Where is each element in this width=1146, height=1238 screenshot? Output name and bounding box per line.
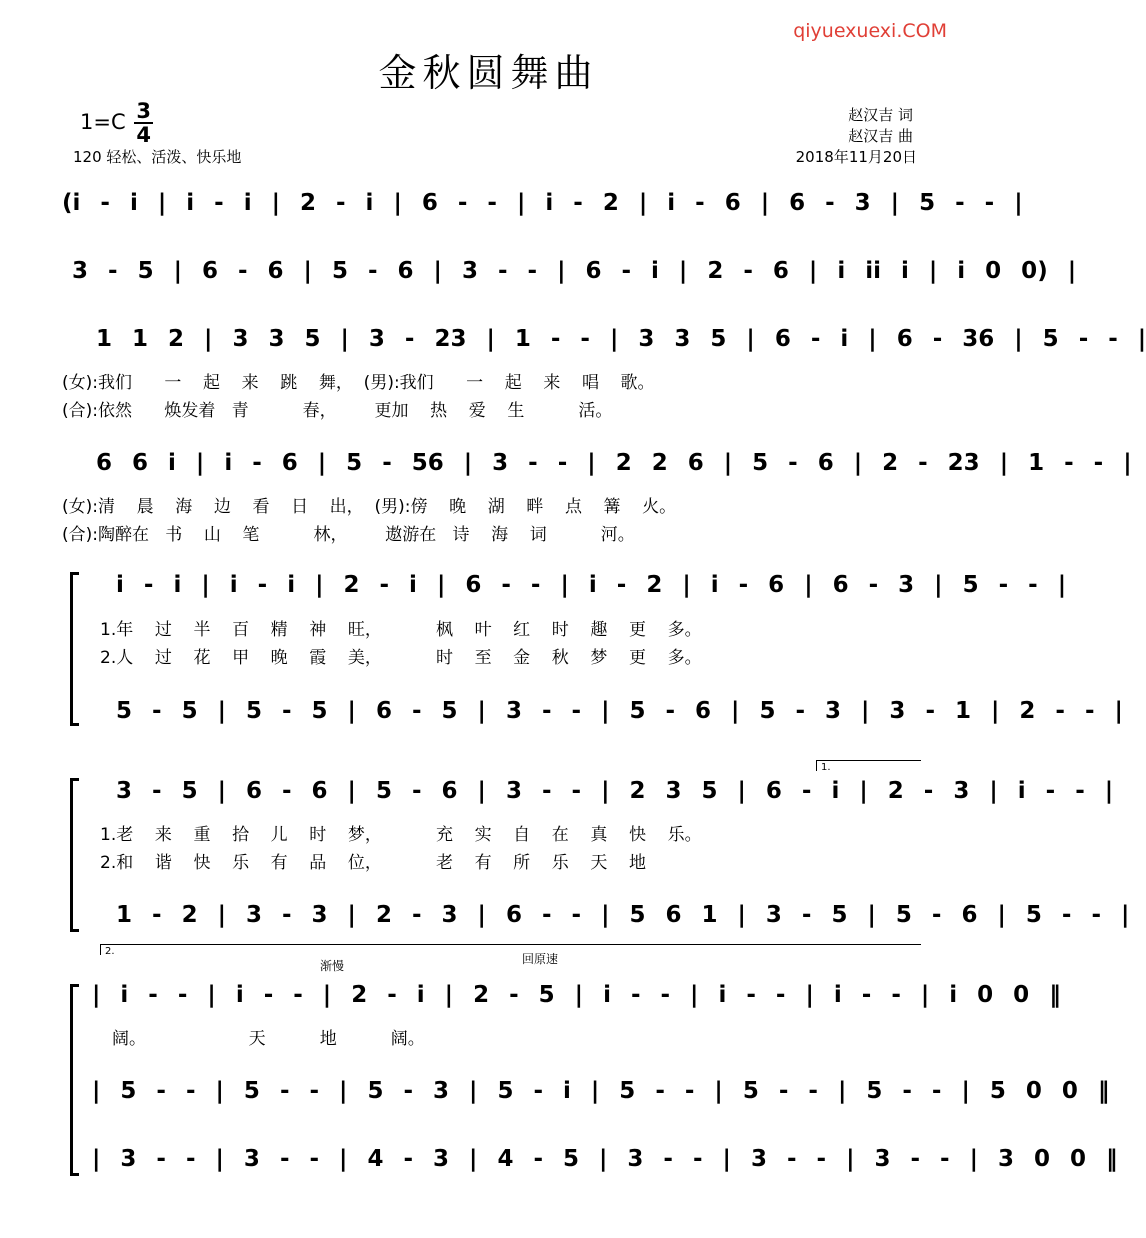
notation-text: 1 - 2 | 3 - 3 | 2 - 3 | 6 - - | 5 6 1 | 3 - 5 | 5 - 6 | 5 - - |	[116, 902, 1130, 928]
lyrics-line: (合):陶醉在 书 山 笔 林， 遨游在 诗 海 词 河。	[62, 525, 635, 545]
score-line-4	[62, 450, 1132, 490]
score-line-8	[62, 902, 1130, 942]
lyrics-line: 1.老 来 重 拾 儿 时 梦， 充 实 自 在 真 快 乐。	[100, 825, 702, 845]
date-credit: 2018年11月20日	[795, 148, 917, 166]
score-line-2	[62, 258, 1077, 298]
key-signature	[80, 100, 153, 146]
volta-2: 2.	[100, 944, 921, 955]
composer-credit: 赵汉吉 曲	[848, 127, 913, 145]
score-line-11	[62, 1146, 1118, 1186]
lyrics-line: 2.人 过 花 甲 晚 霞 美， 时 至 金 秋 梦 更 多。	[100, 648, 702, 668]
score-line-1	[62, 190, 1023, 230]
lyrics-line: (合):依然 焕发着 青 春， 更加 热 爱 生 活。	[62, 401, 613, 421]
time-signature	[134, 100, 153, 146]
lyrics-line: 1.年 过 半 百 精 神 旺， 枫 叶 红 时 趣 更 多。	[100, 620, 702, 640]
time-denominator: 4	[136, 123, 151, 147]
lyrics-line: (女):清 晨 海 边 看 日 出， (男):傍 晚 湖 畔 点 篝 火。	[62, 497, 677, 517]
score-line-9	[62, 982, 1061, 1022]
lyrics-line: 阔。 天 地 阔。	[112, 1029, 425, 1049]
notation-text: | 5 - - | 5 - - | 5 - 3 | 5 - i | 5 - - | 5 - - | 5 - - | 5 0 0 ‖	[92, 1078, 1110, 1104]
notation-text: i - i | i - i | 2 - i | 6 - - | i - 2 | i - 6 | 6 - 3 | 5 - - |	[116, 572, 1067, 598]
ritardando-marking: 渐慢	[320, 959, 345, 973]
time-numerator: 3	[136, 99, 151, 123]
notation-text: | 3 - - | 3 - - | 4 - 3 | 4 - 5 | 3 - - | 3 - - | 3 - - | 3 0 0 ‖	[92, 1146, 1118, 1172]
lyricist-credit: 赵汉吉 词	[848, 106, 913, 124]
notation-text: | i - - | i - - | 2 - i | 2 - 5 | i - - | i - - | i - - | i 0 0 ‖	[92, 982, 1061, 1008]
lyrics-line: (女):我们 一 起 来 跳 舞， (男):我们 一 起 来 唱 歌。	[62, 373, 655, 393]
volta-1: 1.	[816, 760, 921, 771]
score-line-7	[62, 778, 1114, 818]
key-label: 1=C	[80, 110, 126, 134]
notation-text: 3 - 5 | 6 - 6 | 5 - 6 | 3 - - | 6 - i | 2 - 6 | i ii i | i 0 0) |	[72, 258, 1077, 284]
notation-text: 1 1 2 | 3 3 5 | 3 - 23 | 1 - - | 3 3 5 | 6 - i | 6 - 36 | 5 - - |	[96, 326, 1146, 352]
a-tempo-marking: 回原速	[522, 952, 559, 966]
score-line-10	[62, 1078, 1110, 1118]
score-line-3	[62, 326, 1146, 366]
page-title: 金秋圆舞曲	[378, 51, 599, 95]
notation-text: 3 - 5 | 6 - 6 | 5 - 6 | 3 - - | 2 3 5 | 6 - i | 2 - 3 | i - - |	[116, 778, 1114, 804]
score-line-5	[62, 572, 1067, 612]
site-logo: qiyuexuexi.COM	[793, 20, 947, 42]
lyrics-line: 2.和 谐 快 乐 有 品 位， 老 有 所 乐 天 地	[100, 853, 647, 873]
notation-text: 5 - 5 | 5 - 5 | 6 - 5 | 3 - - | 5 - 6 | 5 - 3 | 3 - 1 | 2 - - |	[116, 698, 1123, 724]
notation-text: (i - i | i - i | 2 - i | 6 - - | i - 2 | i - 6 | 6 - 3 | 5 - - |	[62, 190, 1023, 216]
notation-text: 6 6 i | i - 6 | 5 - 56 | 3 - - | 2 2 6 | 5 - 6 | 2 - 23 | 1 - - |	[96, 450, 1132, 476]
tempo-marking: 120 轻松、活泼、快乐地	[73, 148, 242, 166]
score-line-6	[62, 698, 1123, 738]
